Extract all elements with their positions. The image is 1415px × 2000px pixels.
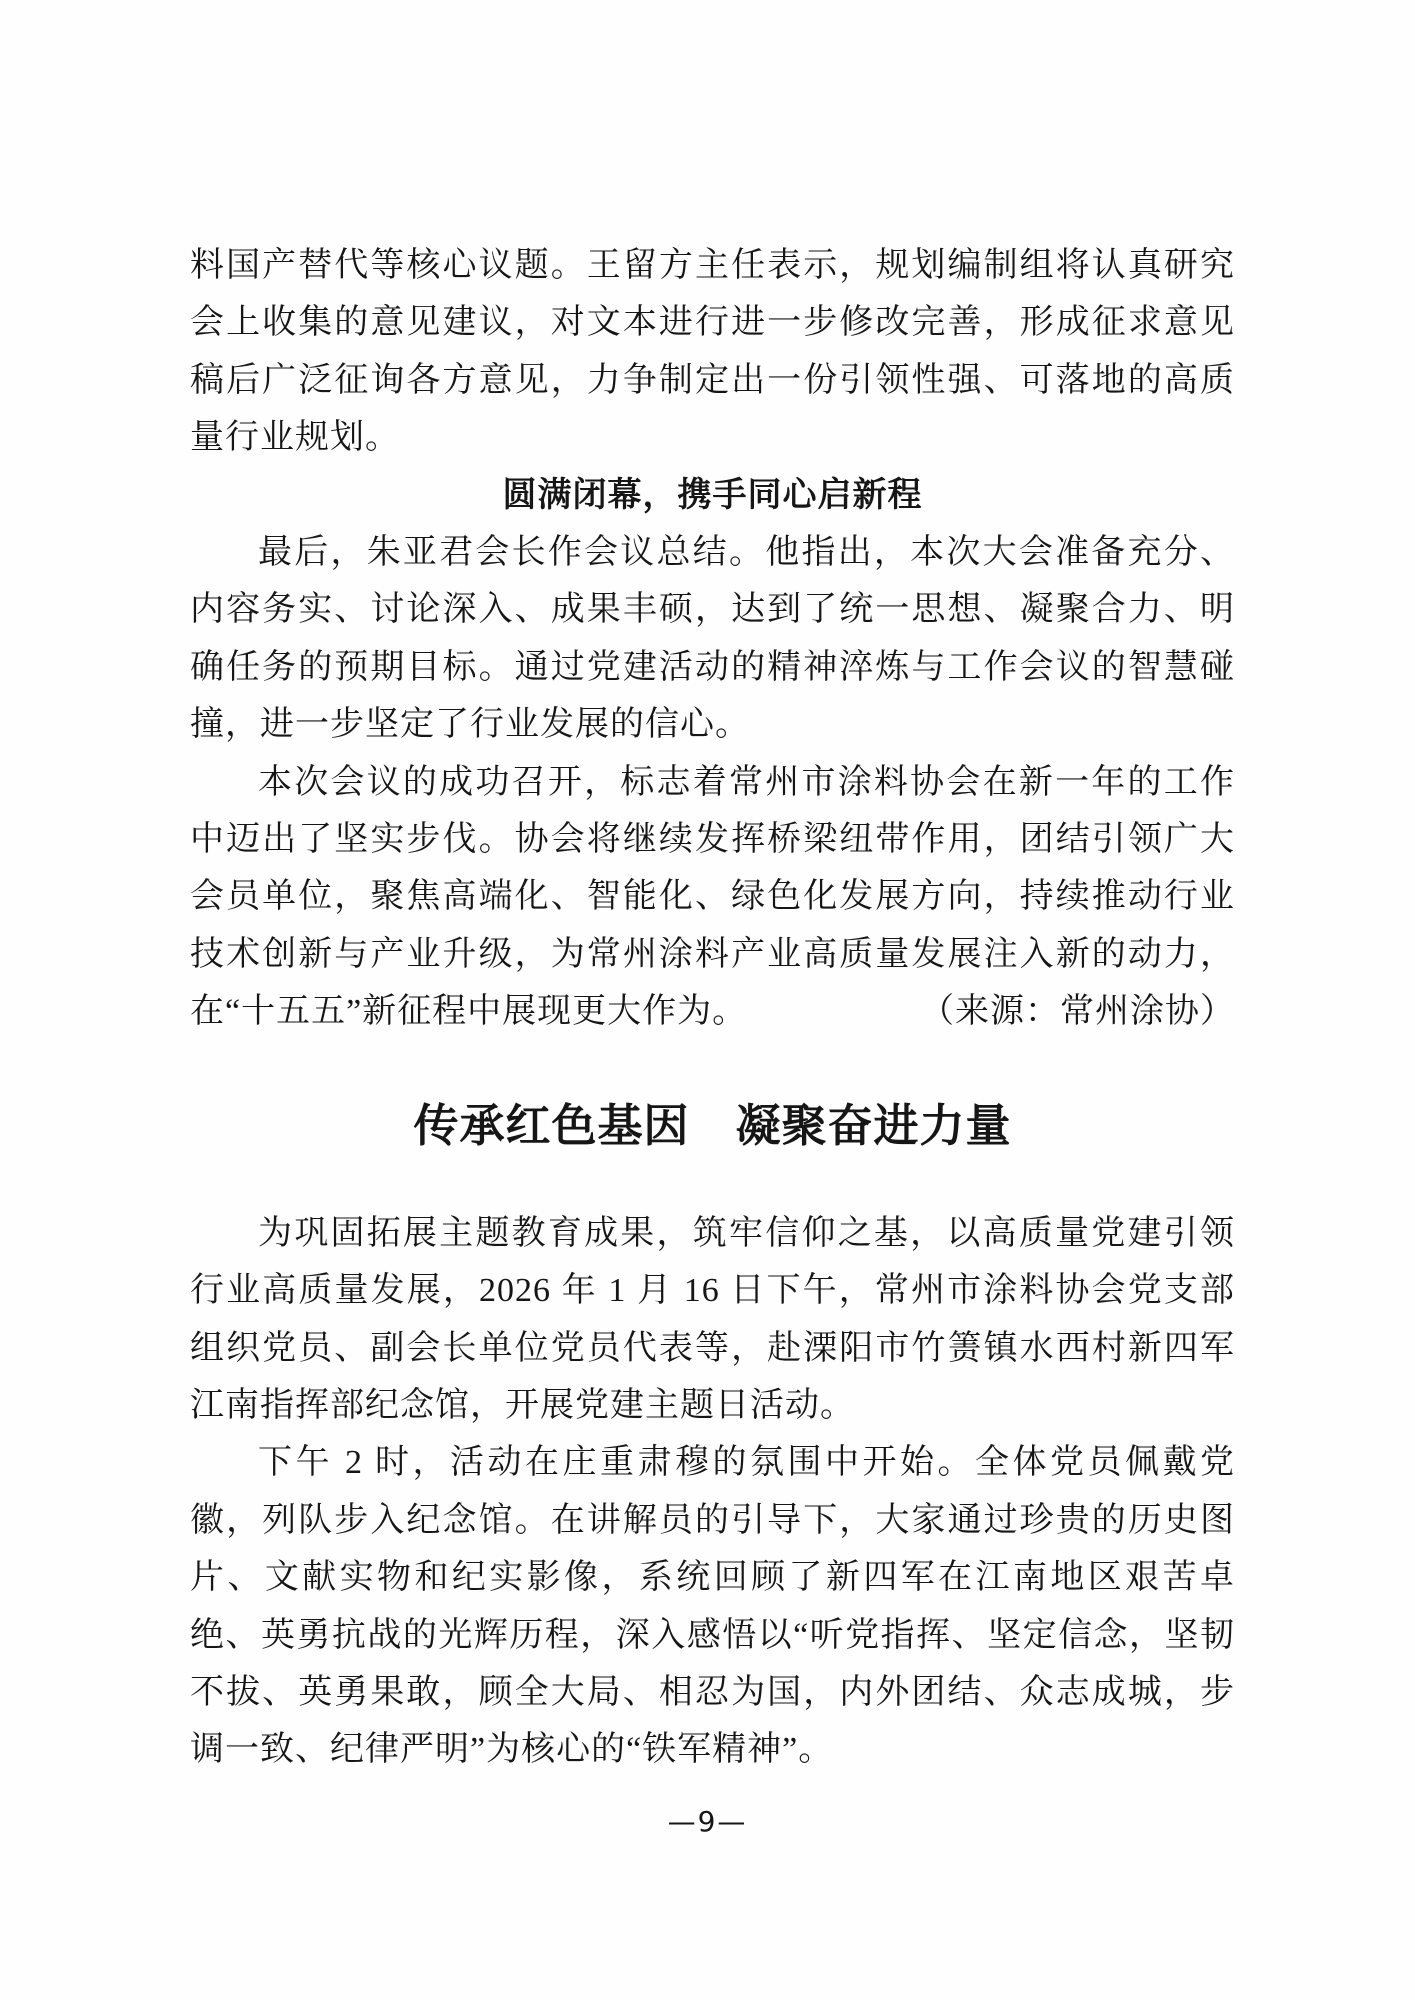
article-title: 传承红色基因 凝聚奋进力量 — [413, 1100, 1012, 1151]
paragraph: 最后，朱亚君会长作会议总结。他指出，本次大会准备充分、内容务实、讨论深入、成果丰硕，达到了统一思想、凝聚合力、明确任务的预期目标。通过党建活动的精神淬炼与工作会议的智慧碰撞，进一步坚定了行业发展的信心。 — [190, 534, 1235, 744]
paragraph-text: 本次会议的成功召开，标志着常州市涂料协会在新一年的工作中迈出了坚实步伐。协会将继续发挥桥梁纽带作用，团结引领广大会员单位，聚焦高端化、智能化、绿色化发展方向，持续推动行业技术创新与产业升级，为常州涂料产业高质量发展注入新的动力，在“十五五”新征程中展现更大作为。 — [190, 763, 1235, 1031]
paragraph: 为巩固拓展主题教育成果，筑牢信仰之基，以高质量党建引领行业高质量发展，2026 年 1 月 16 日下午，常州市涂料协会党支部组织党员、副会长单位党员代表等，赴溧阳市竹箦镇水西村新四军江南指挥部纪念馆，开展党建主题日活动。 — [190, 1214, 1235, 1424]
section-heading: 圆满闭幕，携手同心启新程 — [502, 476, 923, 514]
page-body — [190, 237, 1235, 1779]
page-number: —9— — [667, 1805, 748, 1838]
source-note: （来源：常州涂协） — [920, 993, 1235, 1031]
paragraph-with-source — [190, 754, 1235, 1041]
paragraph-continuation: 料国产替代等核心议题。王留方主任表示，规划编制组将认真研究会上收集的意见建议，对文本进行进一步修改完善，形成征求意见稿后广泛征询各方意见，力争制定出一份引领性强、可落地的高质量行业规划。 — [190, 247, 1235, 457]
paragraph: 下午 2 时，活动在庄重肃穆的氛围中开始。全体党员佩戴党徽，列队步入纪念馆。在讲解员的引导下，大家通过珍贵的历史图片、文献实物和纪实影像，系统回顾了新四军在江南地区艰苦卓绝、英勇抗战的光辉历程，深入感悟以“听党指挥、坚定信念，坚韧不拔、英勇果敢，顾全大局、相忍为国，内外团结、众志成城，步调一致、纪律严明”为核心的“铁军精神”。 — [190, 1444, 1235, 1769]
